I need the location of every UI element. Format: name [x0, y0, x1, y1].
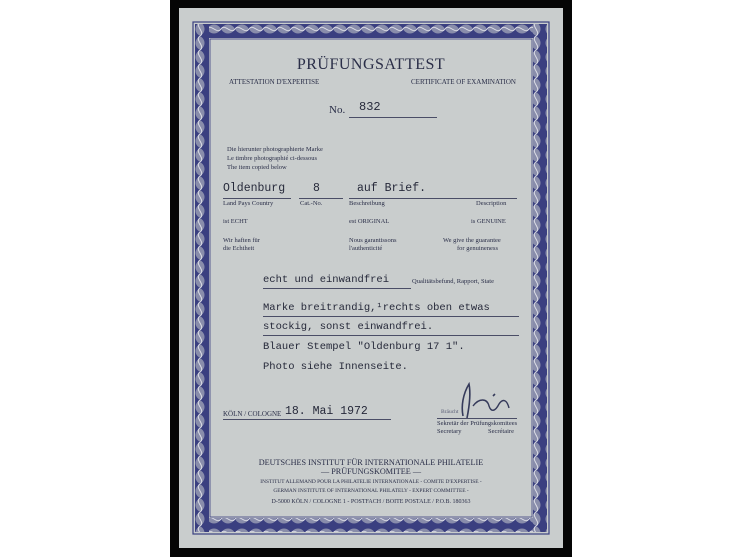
institute-committee: — PRÜFUNGSKOMITEE — [320, 467, 422, 476]
item-underline-cat [299, 198, 343, 199]
condition-underline [263, 288, 411, 289]
number-underline [349, 117, 437, 118]
intro-line-fr: Le timbre photographié ci-dessous [227, 155, 318, 162]
country-label: Land Pays Country [223, 200, 274, 207]
secretary-stamp-text: Bräucht [441, 409, 459, 415]
guarantee-fr-1: Nous garantissons [349, 237, 397, 244]
intro-line-de: Die hierunter photographierte Marke [227, 146, 323, 153]
guarantee-de-1: Wir haften für [223, 237, 260, 244]
secretary-label-en: Secretary [437, 428, 462, 435]
institute-name-en: GERMAN INSTITUTE OF INTERNATIONAL PHILATELY - EXPERT COMMITTEE - [273, 488, 469, 494]
genuine-de: ist ECHT [223, 218, 248, 225]
institute-name-fr: INSTITUT ALLEMAND POUR LA PHILATELIE INTERNATIONALE - COMITE D'EXPERTISE - [260, 479, 482, 485]
institute-name: DEUTSCHES INSTITUT FÜR INTERNATIONALE PHILATELIE [258, 458, 484, 467]
description-label-en: Description [476, 200, 507, 207]
remark-underline-1 [263, 316, 519, 317]
item-underline-country [223, 198, 291, 199]
remark-line-1: Marke breitrandig,¹rechts oben etwas [263, 302, 490, 314]
certificate-title: PRÜFUNGSATTEST [296, 56, 446, 73]
catalog-number-label: Cat.-No. [300, 200, 323, 207]
remark-underline-2 [263, 335, 519, 336]
place-label: KÖLN / COLOGNE [223, 410, 282, 418]
guarantee-en-2: for genuineness [457, 245, 498, 252]
genuine-fr: est ORIGINAL [349, 218, 390, 225]
signature-underline [437, 418, 517, 419]
guarantee-de-2: die Echtheit [223, 245, 255, 252]
institute-address: D-5000 KÖLN / COLOGNE 1 - POSTFACH / BOITE POSTALE / P.O.B. 180363 [271, 499, 471, 505]
remark-line-3: Blauer Stempel "Oldenburg 17 1". [263, 341, 465, 353]
date-underline [223, 419, 391, 420]
description-value: auf Brief. [357, 182, 427, 195]
catalog-number-value: 8 [313, 182, 320, 195]
guarantee-fr-2: l'authenticité [349, 245, 383, 252]
subtitle-french: ATTESTATION D'EXPERTISE [229, 78, 320, 86]
subtitle-english: CERTIFICATE OF EXAMINATION [411, 78, 516, 86]
remark-line-4: Photo siehe Innenseite. [263, 361, 408, 373]
certificate-date: 18. Mai 1972 [285, 405, 368, 418]
genuine-en: is GENUINE [471, 218, 506, 225]
guarantee-en-1: We give the guarantee [443, 237, 501, 244]
certificate-document [179, 8, 563, 548]
description-label-de: Beschreibung [349, 200, 385, 207]
country-value: Oldenburg [223, 182, 286, 195]
certificate-number-label: No. [329, 104, 346, 116]
item-underline-desc [349, 198, 517, 199]
intro-line-en: The item copied below [227, 164, 287, 171]
condition-label: Qualitätsbefund, Rapport, State [412, 278, 494, 285]
secretary-label-de: Sekretär der Prüfungskomitees [437, 420, 518, 427]
remark-line-2: stockig, sonst einwandfrei. [263, 321, 434, 333]
condition-value: echt und einwandfrei [263, 274, 390, 286]
certificate-number: 832 [359, 100, 381, 114]
secretary-label-fr: Secrétaire [488, 428, 514, 435]
